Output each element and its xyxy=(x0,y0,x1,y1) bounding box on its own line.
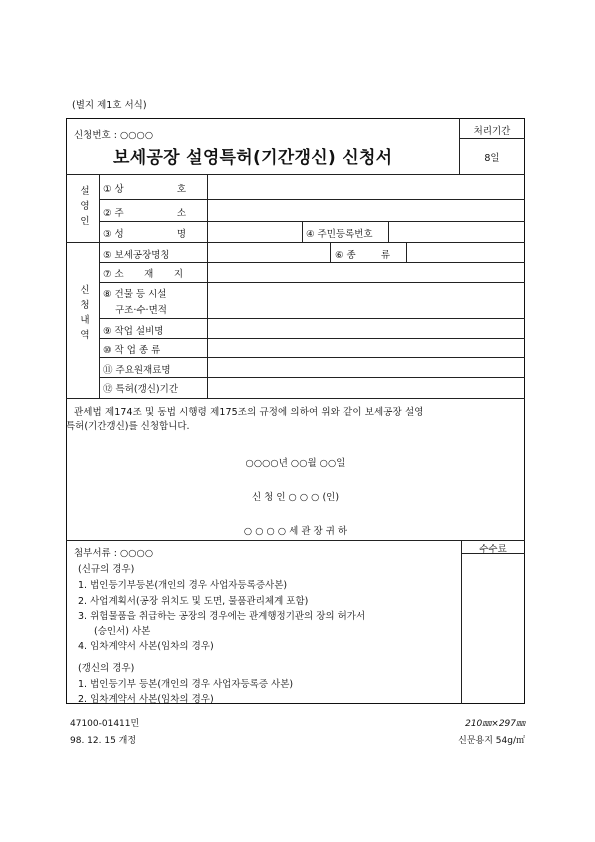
work-type-label: ⑩ 작 업 종 류 xyxy=(103,345,161,356)
resident-number-label: ④ 주민등록번호 xyxy=(306,229,373,240)
new-item-4: 4. 임차계약서 사본(임차의 경우) xyxy=(78,641,214,652)
processing-period-label: 처리기간 xyxy=(473,126,511,137)
factory-name-label: ⑤ 보세공장명칭 xyxy=(103,250,170,261)
declaration-date: ○○○○년 ○○월 ○○일 xyxy=(245,458,346,469)
declaration-line-1: 관세법 제174조 및 동법 시행령 제175조의 규정에 의하여 위와 같이 보세공장 설영 xyxy=(74,407,424,418)
section-divider-1 xyxy=(66,242,525,243)
new-item-3: 3. 위험물품을 취급하는 공장의 경우에는 관계행정기관의 장의 허가서 xyxy=(78,611,366,622)
establisher-group-label: 설 영 인 xyxy=(80,186,90,227)
person-name-label: ③ 성 명 xyxy=(103,229,186,240)
facility-label-line2: 구조·수·면적 xyxy=(115,305,167,316)
new-item-2: 2. 사업계획서(공장 위치도 및 도면, 물품관리체계 포함) xyxy=(78,596,309,607)
section-divider-3 xyxy=(66,540,525,541)
paper-type: 신문용지 54g/㎡ xyxy=(458,736,525,746)
row-line-5 xyxy=(99,318,525,319)
new-case-header: (신규의 경우) xyxy=(78,564,135,575)
resident-no-divider-right xyxy=(388,221,389,242)
resident-no-divider-left xyxy=(302,221,303,242)
form-reference: (별지 제1호 서식) xyxy=(72,100,147,111)
address-label: ② 주 소 xyxy=(103,208,186,219)
type-divider-right xyxy=(406,242,407,262)
location-label: ⑦ 소 재 지 xyxy=(103,269,183,280)
trade-name-label: ① 상 호 xyxy=(103,184,186,195)
header-bottom-line xyxy=(66,174,525,175)
facility-label-line1: ⑧ 건물 등 시설 xyxy=(103,289,167,300)
new-item-3-continued: (승인서) 사본 xyxy=(94,626,151,637)
renew-case-header: (갱신의 경우) xyxy=(78,663,135,674)
processing-period-value: 8일 xyxy=(484,153,500,164)
form-code: 47100-01411민 xyxy=(70,719,140,729)
paper-size: 210㎜×297㎜ xyxy=(465,719,525,729)
attachments-title: 첨부서류 : ○○○○ xyxy=(74,548,154,559)
revision-date: 98. 12. 15 개정 xyxy=(70,736,137,746)
declaration-line-2: 특허(기간갱신)를 신청합니다. xyxy=(66,421,190,432)
fee-label: 수수료 xyxy=(479,544,507,555)
label-column-divider xyxy=(207,174,208,398)
application-number: 신청번호 : ○○○○ xyxy=(74,130,154,141)
type-label: ⑥ 종 류 xyxy=(335,250,390,261)
fee-column-divider xyxy=(461,540,462,704)
row-line-8 xyxy=(99,377,525,378)
section-divider-2 xyxy=(66,398,525,399)
group-column-divider xyxy=(99,174,100,398)
type-divider-left xyxy=(330,242,331,262)
period-label: ⑫ 특허(갱신)기간 xyxy=(103,384,178,395)
row-line-4 xyxy=(99,282,525,283)
applicant-signature: 신 청 인 ○ ○ ○ (인) xyxy=(251,492,340,503)
row-line-6 xyxy=(99,338,525,339)
addressee: ○ ○ ○ ○ 세 관 장 귀 하 xyxy=(243,526,348,537)
application-group-label: 신 청 내 역 xyxy=(80,285,90,341)
form-title: 보세공장 설영특허(기간갱신) 신청서 xyxy=(113,148,393,168)
row-line-7 xyxy=(99,357,525,358)
row-line-2 xyxy=(99,221,525,222)
equipment-label: ⑨ 작업 설비명 xyxy=(103,326,164,337)
material-label: ⑪ 주요원재료명 xyxy=(103,365,171,376)
new-item-1: 1. 법인등기부등본(개인의 경우 사업자등록증사본) xyxy=(78,580,288,591)
renew-item-1: 1. 법인등기부 등본(개인의 경우 사업자등록증 사본) xyxy=(78,679,294,690)
processing-divider xyxy=(459,138,525,139)
row-line-1 xyxy=(99,199,525,200)
row-line-3 xyxy=(99,262,525,263)
renew-item-2: 2. 임차계약서 사본(임차의 경우) xyxy=(78,694,214,705)
